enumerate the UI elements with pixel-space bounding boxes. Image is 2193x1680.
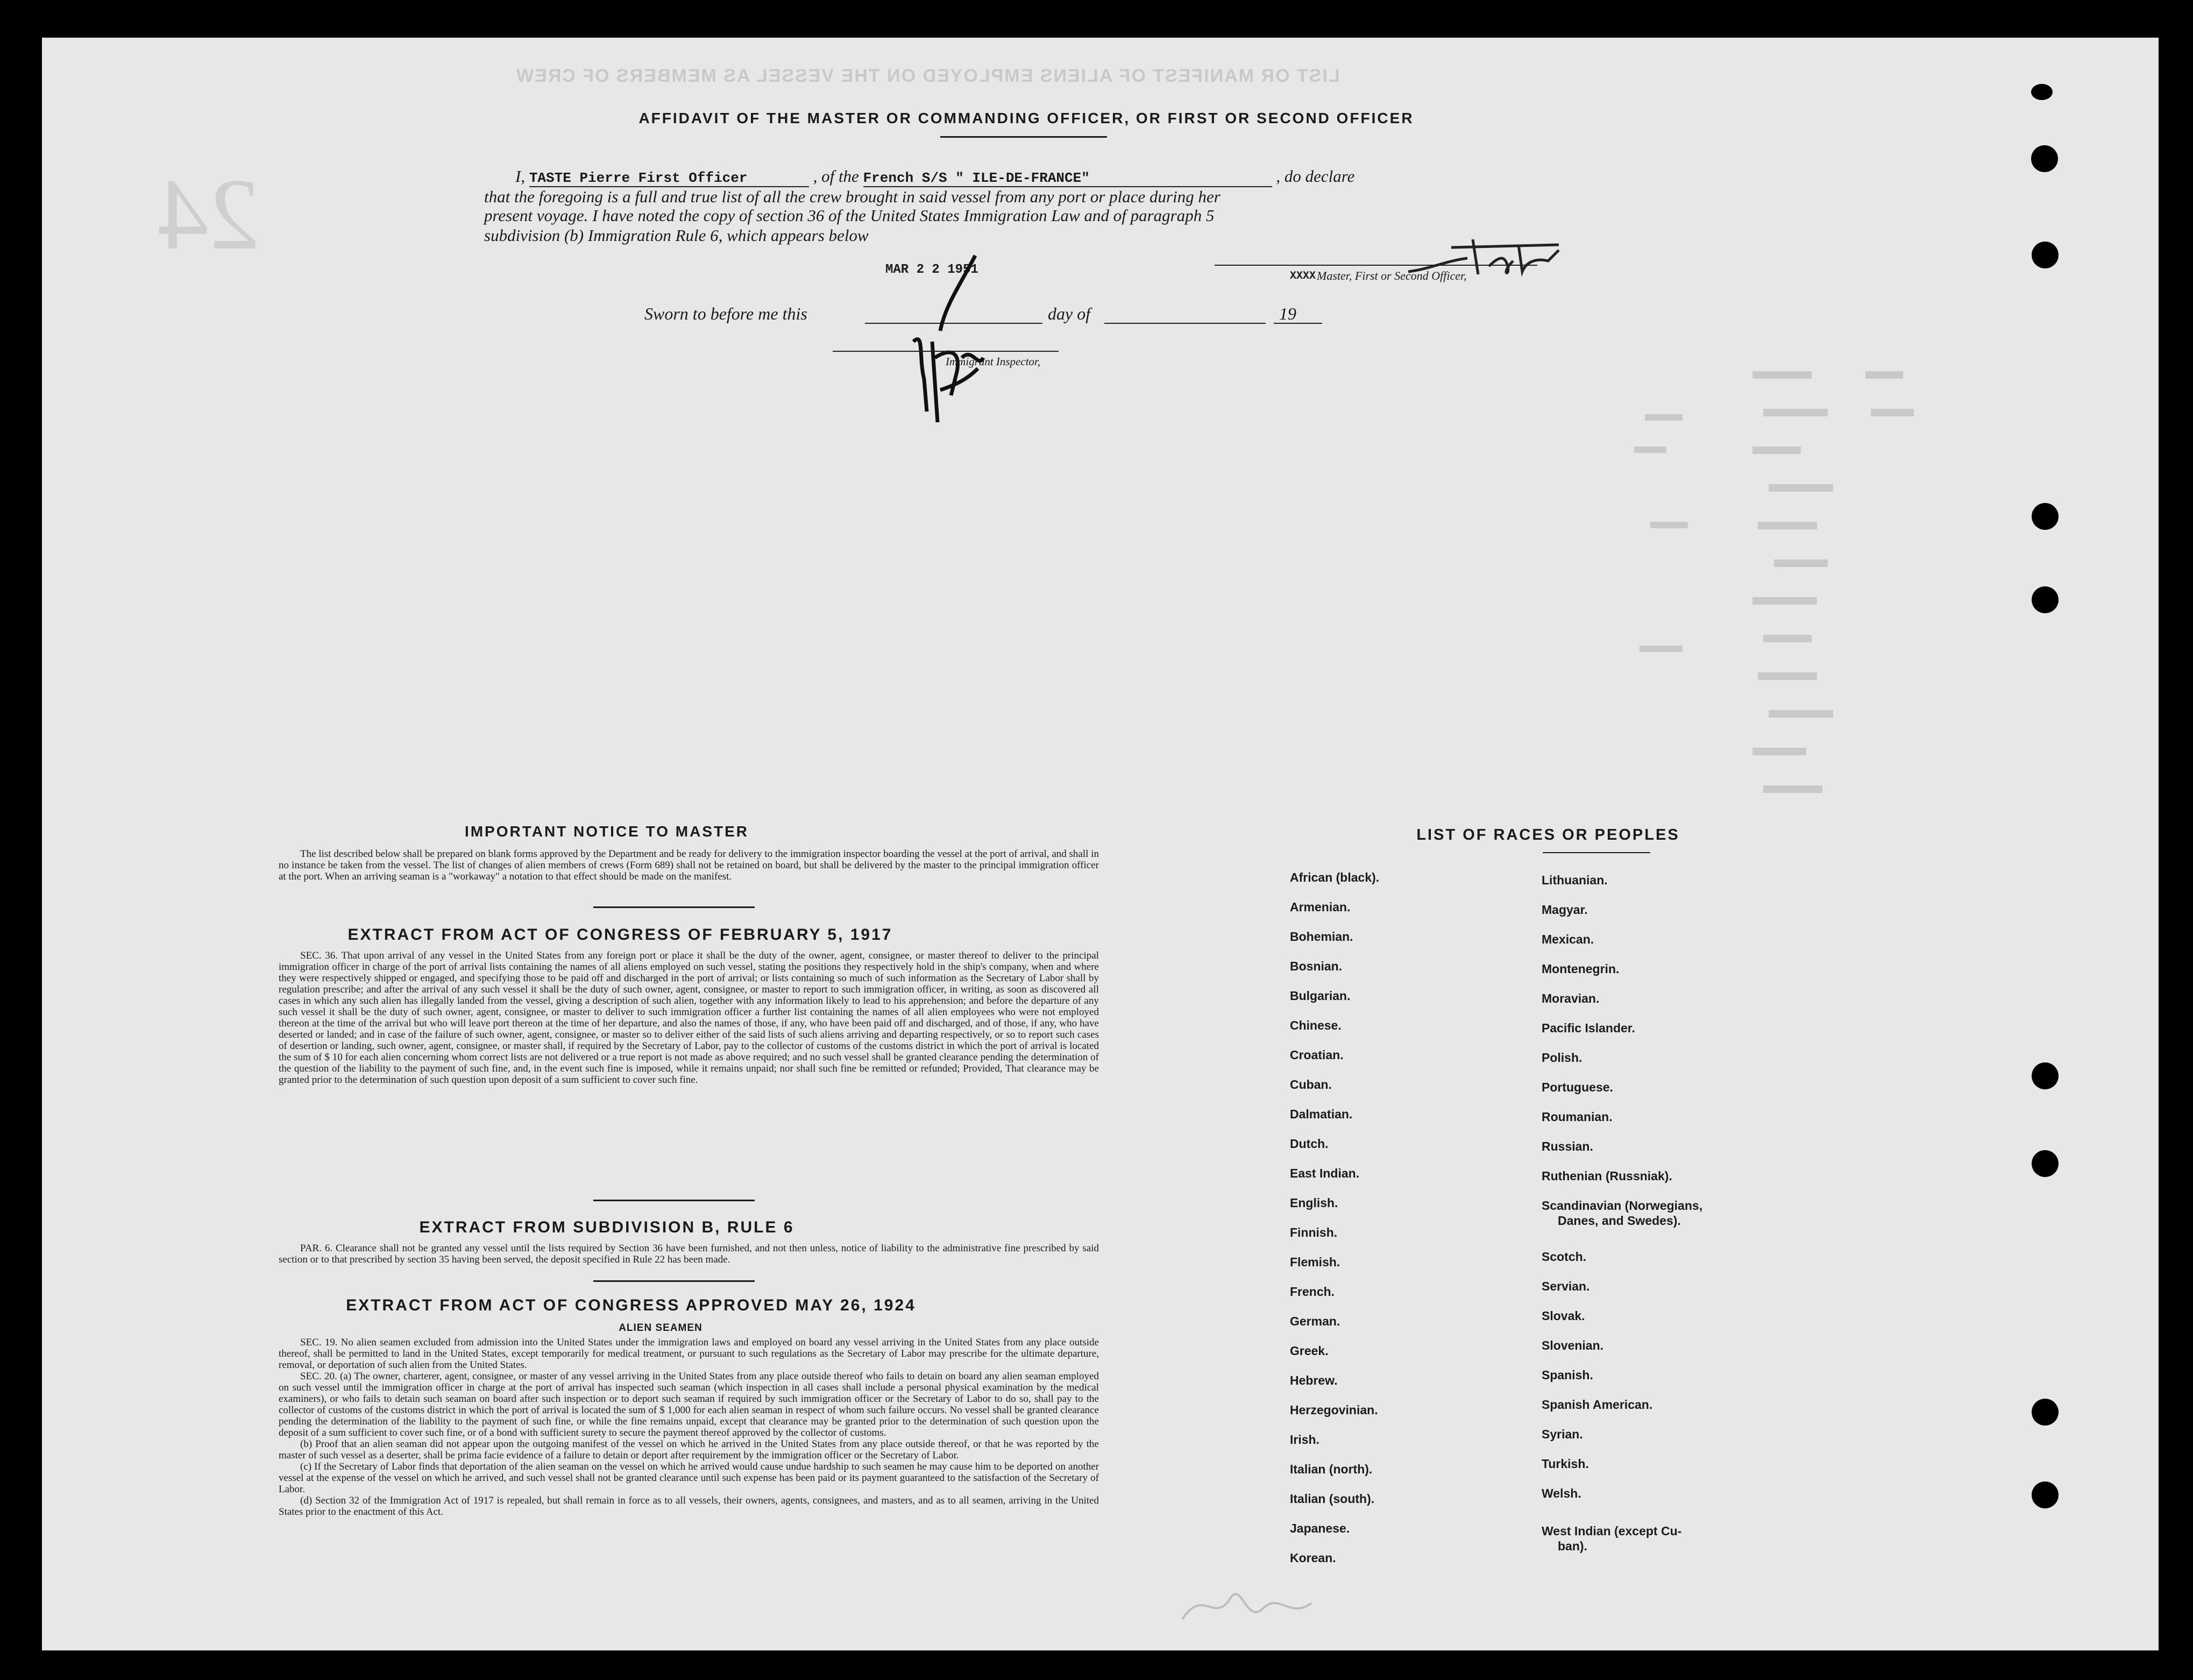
margin-page-mark: 24 [158, 158, 260, 271]
binder-hole [2032, 1150, 2059, 1177]
subdivision-title: EXTRACT FROM SUBDIVISION B, RULE 6 [419, 1218, 794, 1236]
affidavit-line2: that the foregoing is a full and true list of all the crew brought in said vessel from any port or place during her [484, 187, 1220, 206]
sec-36-paragraph: SEC. 36. That upon arrival of any vessel in the United States from any foreign port or place it shall be the duty of the owner, agent, consignee, or master thereof to deliver to the principal immigration officer in charge of the port of arrival lists containing the names of all aliens employed on such vessel, stating the positions they respectively hold in the ship's company, when and where they were respectively shipped or engaged, and specifying those to be paid off and discharged in the port of arrival; or lists containing so much of such information as the Secretary of Labor shall by regulation prescribe; and after the arrival of any such vessel it shall be the duty of such owner, agent, consignee, or master to report to such immigration officer, in writing, as soon as discovered all cases in which any such alien has illegally landed from the vessel, giving a description of such alien, together with any information likely to lead to his apprehension; and before the departure of any such vessel it shall be the duty of such owner, agent, consignee, or master to deliver to such immigration officer a further list containing the names of all alien employees who were not employed thereon at the time of the arrival but who will leave port thereon at the time of her departure, and also the names of those, if any, who have been paid off and discharged, and of those, if any, who have deserted or landed; and in case of the failure of such owner, agent, consignee, or master so to deliver either of the said lists of such aliens arriving and departing respectively, or so to report such cases of desertion or landing, such owner, agent, consignee, or master shall, if required by the Secretary of Labor, pay to the collector of customs of the customs district in which the port of arrival is located the sum of $ 10 for each alien concerning whom correct lists are not delivered or a true report is not made as above required; and no such vessel shall be granted clearance pending the determination of the question of the liability to the payment of such fine, and, in the event such fine is imposed, while it remains unpaid; nor shall such fine be remitted or refunded; Provided, That clearance may be granted prior to the determination of such question upon deposit of a sum sufficient to cover such fine. [279, 950, 1099, 1086]
race-right-item: Scotch. [1542, 1250, 1587, 1264]
race-left-item: Armenian. [1290, 900, 1351, 914]
extract-1917-body [279, 950, 1099, 1086]
sec-20a-paragraph: SEC. 20. (a) The owner, charterer, agent, consignee, or master of any vessel arriving in the United States from any place outside thereof who fails to detain on board any alien seaman employed on such vessel until the immigration officer in charge at the port of arrival has inspected such seaman (which inspection in all cases shall include a personal physical examination by the medical examiners), or who fails to detain such seaman on board after such inspection or to deport such seaman if required by such immigration officer or the Secretary of Labor to do so, shall pay to the collector of customs of the customs district in which the port of arrival is located the sum of $ 1,000 for each alien seaman in respect of whom such failure occurs. No vessel shall be granted clearance pending the determination of the liability to the payment of such fine, or while the fine remains unpaid, except that clearance may be granted prior to the determination of such question upon the deposit of a sum sufficient to cover such fine, or of a bond with sufficient surety to secure the payment thereof approved by the collector of customs. [279, 1371, 1099, 1438]
affidavit-line1 [515, 167, 1354, 187]
inspector-signature [881, 250, 1010, 444]
race-right-item: Danes, and Swedes). [1558, 1214, 1681, 1228]
race-left-item: Dutch. [1290, 1137, 1329, 1151]
year-prefix: 19 [1279, 304, 1296, 323]
races-rule [1543, 852, 1650, 853]
race-right-item: ban). [1558, 1539, 1587, 1553]
date-stamp: MAR 2 2 1951 [885, 263, 978, 277]
race-right-item: Slovenian. [1542, 1338, 1604, 1352]
binder-hole [2032, 1399, 2059, 1426]
inspector-signature-line [833, 351, 1059, 352]
races-title: LIST OF RACES OR PEOPLES [1416, 826, 1680, 843]
binder-hole [2031, 84, 2053, 100]
notice-body [279, 848, 1099, 882]
subdivision-body [279, 1243, 1099, 1265]
race-left-item: Herzegovinian. [1290, 1403, 1378, 1417]
declarant-i: I, [515, 167, 526, 186]
race-left-item: Italian (north). [1290, 1462, 1373, 1476]
race-left-item: Flemish. [1290, 1255, 1340, 1269]
title-rule [940, 136, 1107, 138]
binder-hole [2032, 503, 2059, 530]
extract-1917-rule [593, 1200, 755, 1201]
bleed-through-header: LIST OR MANIFEST OF ALIENS EMPLOYED ON THE VESSEL AS MEMBERS OF CREW [515, 66, 1340, 86]
alien-seamen-subtitle: ALIEN SEAMEN [619, 1322, 702, 1334]
subdivision-rule [593, 1280, 755, 1282]
race-right-item: Mexican. [1542, 932, 1594, 946]
binder-hole [2031, 145, 2058, 172]
race-right-item: Moravian. [1542, 991, 1600, 1005]
day-of-label: day of [1048, 304, 1091, 323]
race-right-item: Polish. [1542, 1051, 1582, 1065]
binder-hole [2032, 586, 2059, 613]
sec-20b-paragraph: (b) Proof that an alien seaman did not appear upon the outgoing manifest of the vessel on which he arrived in the United States from any place outside thereof, or that he was reported by the master of such vessel as a deserter, shall be prima facie evidence of a failure to detain or deport after requirement by the immigration officer or the Secretary of Labor. [279, 1438, 1099, 1461]
faint-bottom-signature [1172, 1576, 1333, 1635]
race-left-item: Dalmatian. [1290, 1107, 1353, 1121]
race-right-item: West Indian (except Cu- [1542, 1524, 1682, 1538]
par-6-paragraph: PAR. 6. Clearance shall not be granted any vessel until the lists required by Section 36 have been furnished, and not then unless, notice of liability to the administrative fine prescribed by said section or to that prescribed by section 35 having been served, the deposit specified in Rule 22 has been made. [279, 1243, 1099, 1265]
declare-label: , do declare [1276, 167, 1355, 186]
race-right-item: Pacific Islander. [1542, 1021, 1635, 1035]
race-right-item: Spanish American. [1542, 1398, 1653, 1412]
notice-rule [593, 906, 755, 908]
binder-hole [2032, 1481, 2059, 1508]
race-right-item: Slovak. [1542, 1309, 1585, 1323]
race-left-item: Croatian. [1290, 1048, 1344, 1062]
race-right-item: Roumanian. [1542, 1110, 1613, 1124]
declarant-name: TASTE Pierre First Officer [529, 170, 809, 187]
sec-19-paragraph: SEC. 19. No alien seamen excluded from admission into the United States under the immigration laws and employed on board any vessel arriving in the United States from any place outside thereof, shall be permitted to land in the United States, except temporarily for medical treatment, or pursuant to such regulations as the Secretary of Labor may prescribe for the ultimate departure, removal, or deportation of such alien from the United States. [279, 1337, 1099, 1371]
race-left-item: English. [1290, 1196, 1338, 1210]
race-right-item: Welsh. [1542, 1486, 1581, 1500]
document-page [42, 38, 2159, 1650]
race-left-item: East Indian. [1290, 1166, 1360, 1180]
extract-1917-title: EXTRACT FROM ACT OF CONGRESS OF FEBRUARY 5, 1917 [347, 926, 893, 944]
race-right-item: Ruthenian (Russniak). [1542, 1169, 1672, 1183]
extract-1924-body [279, 1337, 1099, 1518]
race-left-item: Bohemian. [1290, 930, 1353, 944]
sworn-year-line [1274, 323, 1322, 324]
notice-paragraph: The list described below shall be prepared on blank forms approved by the Department and be ready for delivery to the immigration inspector boarding the vessel at the port of arrival, and shall in no instance be taken from the vessel. The list of changes of alien members of crews (Form 689) shall not be retained on board, but shall be delivered by the master to the principal immigration officer at the port. When an arriving seaman is a "workaway" a notation to that effect should be made on the manifest. [279, 848, 1099, 882]
race-left-item: Cuban. [1290, 1078, 1332, 1091]
race-left-item: Irish. [1290, 1433, 1319, 1447]
race-right-item: Spanish. [1542, 1368, 1593, 1382]
race-left-item: French. [1290, 1285, 1335, 1299]
race-right-item: Syrian. [1542, 1427, 1583, 1441]
race-left-item: Chinese. [1290, 1018, 1342, 1032]
notice-title: IMPORTANT NOTICE TO MASTER [464, 823, 749, 840]
sec-20d-paragraph: (d) Section 32 of the Immigration Act of 1917 is repealed, but shall remain in force as to all vessels, their owners, agents, consignees, and masters, and as to all seamen, arriving in the United States prior to the enactment of this Act. [279, 1495, 1099, 1518]
binder-hole [2032, 242, 2059, 268]
race-left-item: African (black). [1290, 870, 1380, 884]
race-right-item: Turkish. [1542, 1457, 1589, 1471]
inspector-label: Immigrant Inspector, [946, 355, 1041, 368]
race-left-item: German. [1290, 1314, 1340, 1328]
race-right-item: Portuguese. [1542, 1080, 1613, 1094]
race-left-item: Japanese. [1290, 1521, 1350, 1535]
sec-20c-paragraph: (c) If the Secretary of Labor finds that deportation of the alien seaman on the vessel on which he arrived would cause undue hardship to such seamen he may cause him to be deported on another vessel at the expense of the vessel on which he arrived, and such vessel shall not be granted clearance until such expense has been paid or its payment guaranteed to the satisfaction of the Secretary of Labor. [279, 1461, 1099, 1495]
race-left-item: Italian (south). [1290, 1492, 1375, 1506]
sworn-label: Sworn to before me this [644, 304, 807, 323]
race-right-item: Servian. [1542, 1279, 1590, 1293]
race-right-item: Montenegrin. [1542, 962, 1620, 976]
race-left-item: Hebrew. [1290, 1373, 1338, 1387]
master-signature-line [1215, 265, 1537, 266]
affidavit-title: AFFIDAVIT OF THE MASTER OR COMMANDING OFFICER, OR FIRST OR SECOND OFFICER [638, 110, 1414, 126]
binder-hole [2032, 1062, 2059, 1089]
race-left-item: Bosnian. [1290, 959, 1343, 973]
race-right-item: Russian. [1542, 1139, 1593, 1153]
race-left-item: Bulgarian. [1290, 989, 1351, 1003]
vessel-name: French S/S " ILE-DE-FRANCE" [863, 170, 1272, 187]
master-label: Master, First or Second Officer, [1317, 269, 1467, 282]
sworn-month-line [1104, 323, 1266, 324]
race-left-item: Korean. [1290, 1551, 1336, 1565]
of-the-label: , of the [813, 167, 859, 186]
race-right-item: Magyar. [1542, 903, 1588, 917]
extract-1924-title: EXTRACT FROM ACT OF CONGRESS APPROVED MAY 26, 1924 [346, 1296, 916, 1314]
race-right-item: Scandinavian (Norwegians, [1542, 1199, 1703, 1213]
race-left-item: Finnish. [1290, 1225, 1338, 1239]
affidavit-line4: subdivision (b) Immigration Rule 6, which appears below [484, 226, 869, 245]
master-initials: XXXX [1290, 270, 1316, 282]
affidavit-line3: present voyage. I have noted the copy of section 36 of the United States Immigration Law and of paragraph 5 [484, 206, 1215, 225]
race-left-item: Greek. [1290, 1344, 1329, 1358]
master-signature [1397, 229, 1570, 293]
race-right-item: Lithuanian. [1542, 873, 1608, 887]
